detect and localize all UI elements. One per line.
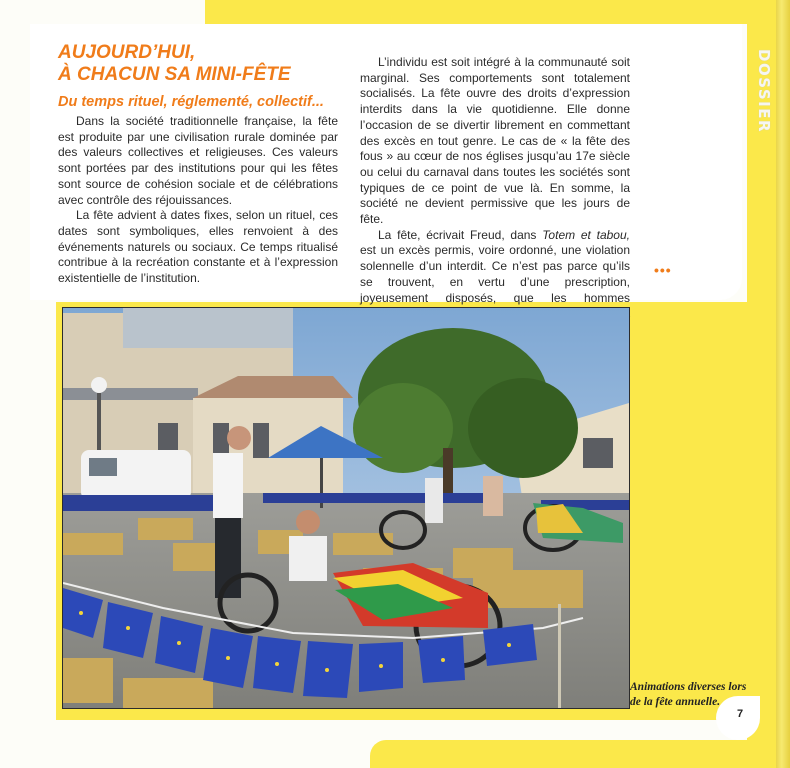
yellow-band-top: [205, 0, 790, 24]
article-subtitle: Du temps rituel, réglementé, collectif...: [58, 94, 324, 110]
book-title: Totem et tabou,: [542, 227, 630, 242]
yellow-band-bottom: [370, 740, 790, 768]
page-edge: [776, 0, 790, 768]
article-title: [58, 42, 348, 86]
photo-caption: Animations diverses lors de la fête annuelle.: [630, 681, 747, 708]
side-tab: [751, 36, 777, 146]
right-paragraph-2-end: est un excès permis, voire ordonné, une violation solennelle d’un interdit. Ce n’est pas parce qu’ils se trouvent, en vertu d’une prescription, joyeusement disposés, que les hommes: [360, 243, 630, 305]
right-paragraph-1: L’individu est soit intégré à la communauté soit marginal. Ses comportements sont totalement socialisés. La fête ouvre des droits d’expression interdits dans la vie quotidienne. Elle donne l’occasion de se divertir librement en commettant des excès en tout genre. Le cas de « la fête des fous » au cœur de nos églises jusqu’au 17e siècle ou celui du carnaval dans toutes les sociétés sont typiques de ce point de vue là. En somme, la société ne devient permissive que les jours de fête.: [360, 55, 630, 227]
right-paragraph-2-start: La fête, écrivait Freud, dans: [378, 227, 543, 242]
left-paragraph-1: Dans la société traditionnelle française, la fête est produite par une civilisation rurale dominée par des valeurs collectives et religieuses. Ces valeurs sont portées par des institutions pour qui les fêtes sont source de cohésion sociale et de célébrations avec contrôle des réjouissances.: [58, 114, 338, 207]
title-line-2: À CHACUN SA MINI-FÊTE: [58, 64, 291, 85]
side-tab-label: DOSSIER: [755, 48, 774, 134]
continue-marker: •••: [654, 262, 672, 278]
festival-photo-illustration: [63, 308, 629, 708]
right-column: [360, 55, 630, 338]
left-column: [58, 114, 338, 287]
festival-photo: [62, 307, 630, 709]
left-paragraph-2: La fête advient à dates fixes, selon un rituel, ces dates sont symboliques, elles renvoient à des événements naturels ou sociaux. Ce temps ritualisé contribue à la recréation constante et à l’expression existentielle de l’institution.: [58, 208, 338, 286]
title-line-1: AUJOURD’HUI,: [58, 42, 196, 63]
page-number: 7: [737, 708, 744, 720]
